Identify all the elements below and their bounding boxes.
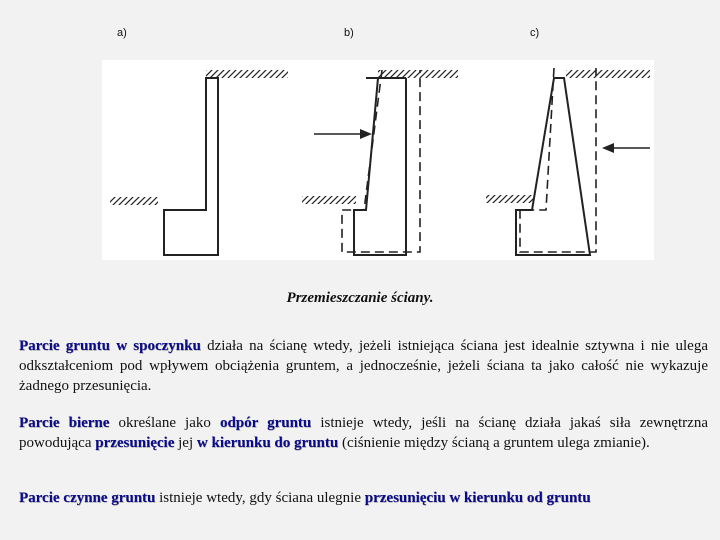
panel-b-force-arrowhead <box>360 129 372 139</box>
panel-label-b: b) <box>344 27 354 39</box>
retaining-wall-diagram <box>102 60 654 260</box>
highlighted-term: w kierunku do gruntu <box>196 435 339 451</box>
paragraph-passive-pressure <box>19 413 708 453</box>
panel-c-wall <box>516 78 590 255</box>
panel-b-ground-backfill <box>378 70 458 78</box>
paragraph-text: jej <box>174 435 197 451</box>
highlighted-term: przesunięciu w kierunku od gruntu <box>364 490 591 506</box>
paragraph-text: (ciśnienie między ścianą a gruntem ulega zmianie). <box>338 435 650 451</box>
highlighted-term: Parcie bierne <box>19 415 110 431</box>
panel-c-force-arrowhead <box>602 143 614 153</box>
paragraph-at-rest-pressure <box>19 336 708 396</box>
panel-b-wall <box>354 78 406 255</box>
paragraph-text: istnieje wtedy, gdy ściana ulegnie <box>155 490 365 506</box>
highlighted-term: przesunięcie <box>95 435 175 451</box>
highlighted-term: Parcie czynne gruntu <box>19 490 156 506</box>
paragraph-text: określane jako <box>109 415 220 431</box>
panel-a-wall <box>164 78 218 255</box>
panel-b-ground-front <box>302 196 356 204</box>
highlighted-term: odpór gruntu <box>219 415 312 431</box>
panel-a-ground-front <box>110 197 158 205</box>
figure-caption: Przemieszczanie ściany. <box>286 290 434 306</box>
panel-a-wall-at-rest <box>110 70 288 255</box>
paragraph-active-pressure <box>19 488 708 508</box>
paragraph-text: działa na ścianę wtedy, jeżeli istniejąca ściana jest idealnie sztywna i nie ulega odkształceniom pod wpływem obciążenia gruntem, a jednocześnie, jeżeli ściana ta jako całość nie wykazuje żadnego przesunięcia. <box>19 338 708 394</box>
panel-label-a: a) <box>117 27 127 39</box>
paragraph-text: istnieje wtedy, jeśli na ścianę działa jakaś siła zewnętrzna powodująca <box>19 415 708 451</box>
panel-c-ground-backfill <box>566 70 650 78</box>
highlighted-term: Parcie gruntu w spoczynku <box>19 338 201 354</box>
panel-b-wall-passive <box>302 70 458 255</box>
panel-a-ground-backfill <box>206 70 288 78</box>
panel-c-wall-active <box>486 68 650 255</box>
panel-label-c: c) <box>530 27 540 39</box>
